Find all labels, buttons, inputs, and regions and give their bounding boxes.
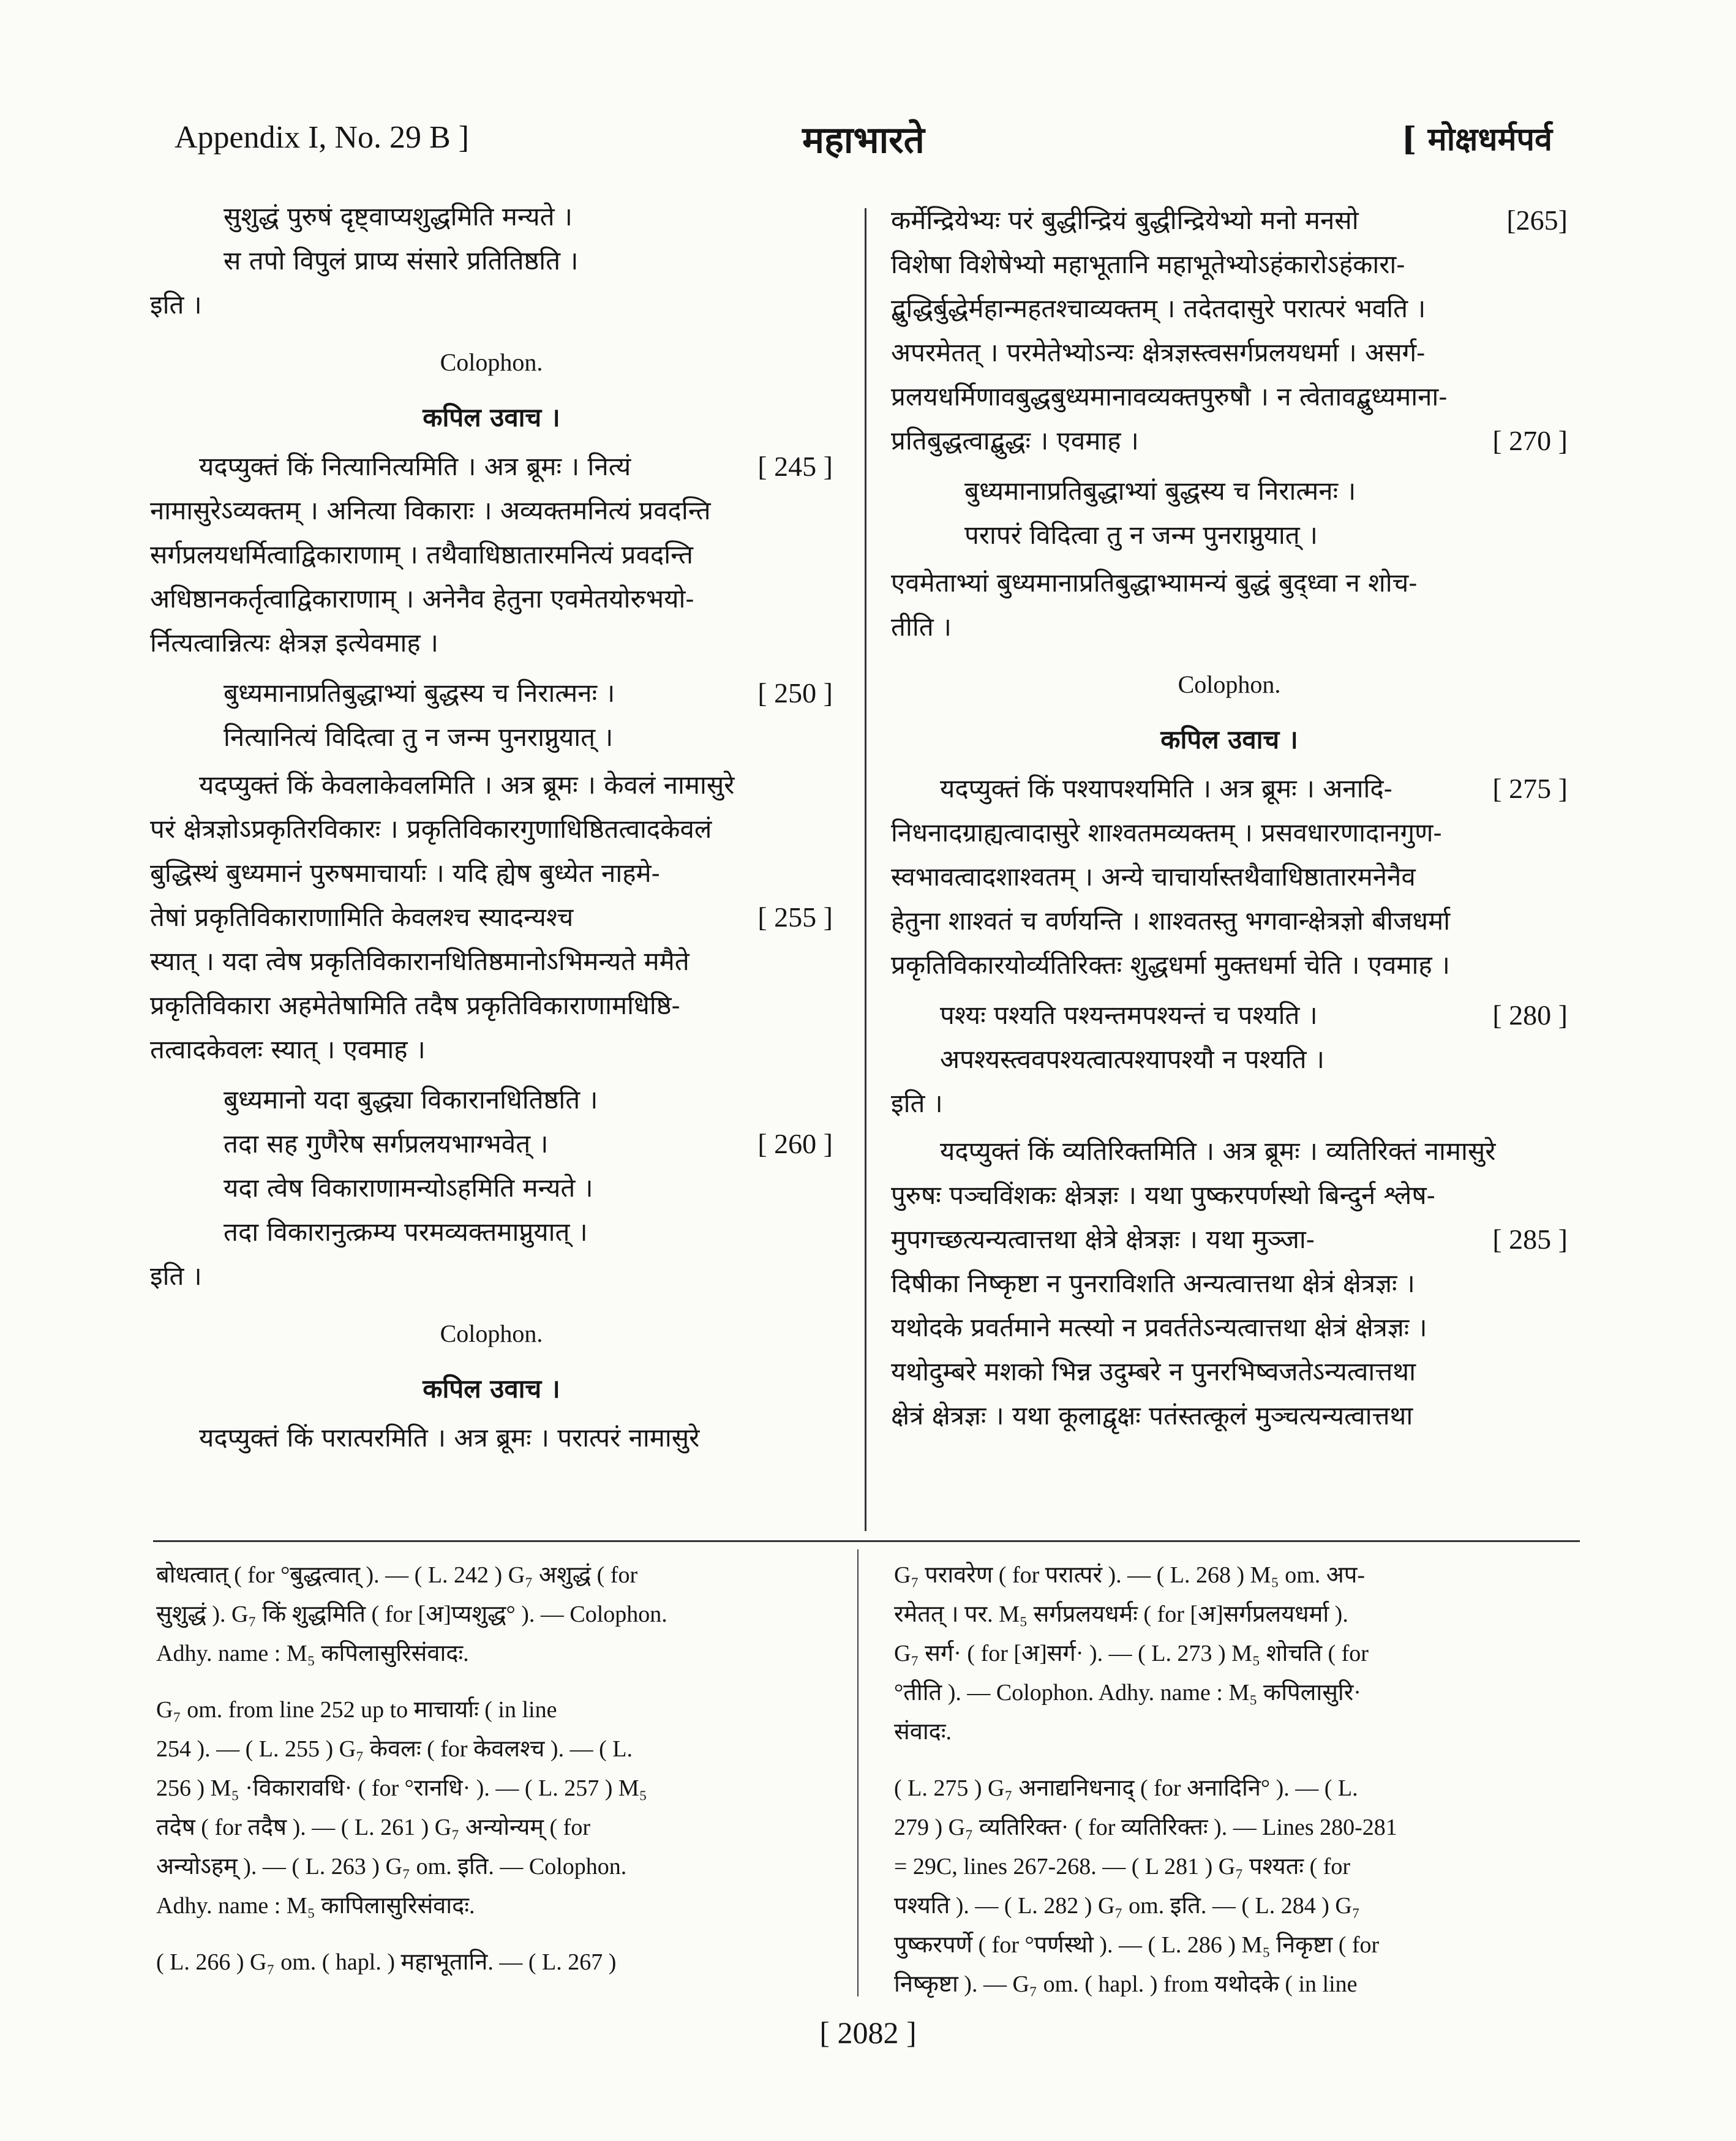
speaker-heading: कपिल उवाच ।: [423, 402, 560, 432]
section-title: [ मोक्षधर्मपर्व: [1401, 121, 1552, 158]
prose-line: तत्वादकेवलः स्यात् । एवमाह ।: [150, 1034, 426, 1064]
prose-line: प्रलयधर्मिणावबुद्धबुध्यमानावव्यक्तपुरुषौ । न त्वेतावद्बुध्यमाना-: [891, 382, 1448, 412]
footnotes-left: [156, 1556, 830, 1999]
verse-text: पश्यः पश्यति पश्यन्तमपश्यन्तं च पश्यति ।: [940, 1000, 1318, 1030]
footnote-line: G₇ om. from line 252 up to माचार्याः ( in line: [156, 1697, 557, 1723]
footnote-divider: [153, 1540, 1580, 1542]
verse-line: परापरं विदित्वा तु न जन्म पुनराप्नुयात् ।: [964, 520, 1318, 550]
verse-line: अपश्यस्त्ववपश्यत्वात्पश्यापश्यौ न पश्यति ।: [940, 1044, 1325, 1074]
prose-line: द्बुद्धिर्बुद्धेर्महान्महतश्चाव्यक्तम् । तदेतदासुरे परात्परं भवति ।: [891, 293, 1426, 323]
prose-line: निधनादग्राह्यत्वादासुरे शाश्वतमव्यक्तम् । प्रसवधारणादानगुण-: [891, 818, 1442, 848]
footnote-line: रमेतत् । पर. M₅ सर्गप्रलयधर्मः ( for [अ]सर्गप्रलयधर्मा ).: [894, 1601, 1348, 1627]
running-title: महाभारते: [802, 119, 925, 162]
footnote-line: पुष्करपर्णे ( for °पर्णस्थो ). — ( L. 286 ) M₅ निकृष्टा ( for: [894, 1932, 1380, 1958]
footnote-line: = 29C, lines 267-268. — ( L 281 ) G₇ पश्यतः ( for: [894, 1854, 1351, 1879]
prose-text: कर्मेन्द्रियेभ्यः परं बुद्धीन्द्रियं बुद्धीन्द्रियेभ्यो मनो मनसो: [891, 205, 1359, 235]
verse-line: [150, 671, 833, 715]
prose-line: तीति ।: [891, 612, 952, 642]
line-number: [ 280 ]: [1492, 999, 1568, 1031]
prose-line: नामासुरेऽव्यक्तम् । अनित्या विकाराः । अव्यक्तमनित्यं प्रवदन्ति: [150, 495, 711, 525]
colophon-heading: Colophon.: [440, 348, 543, 376]
verse-line: बुध्यमानो यदा बुद्ध्या विकारानधितिष्ठति ।: [224, 1085, 598, 1115]
prose-text: प्रतिबुद्धत्वाद्बुद्धः । एवमाह ।: [891, 426, 1139, 456]
line-number: [265]: [1506, 205, 1568, 236]
speaker-heading: कपिल उवाच ।: [1160, 724, 1298, 754]
prose-line: प्रकृतिविकारा अहमेतेषामिति तदैष प्रकृतिविकाराणामधिष्ठि-: [150, 990, 680, 1020]
verse-line: नित्यानित्यं विदित्वा तु न जन्म पुनराप्नुयात् ।: [224, 722, 614, 752]
line-number: [ 255 ]: [757, 901, 833, 933]
footnote-line: अन्योऽहम् ). — ( L. 263 ) G₇ om. इति. — Colophon.: [156, 1854, 627, 1879]
footnote-paragraph: [156, 1943, 830, 1982]
prose-text: मुपगच्छत्यन्यत्वात्तथा क्षेत्रे क्षेत्रज्ञः । यथा मुञ्जा-: [891, 1224, 1315, 1254]
colophon-heading: Colophon.: [1178, 671, 1281, 698]
prose-line: स्यात् । यदा त्वेष प्रकृतिविकारानधितिष्ठमानोऽभिमन्यते ममैते: [150, 946, 690, 976]
prose-line: सर्गप्रलयधर्मित्वाद्विकाराणाम् । तथैवाधिष्ठातारमनित्यं प्रवदन्ति: [150, 540, 693, 570]
prose-line: यदप्युक्तं किं केवलाकेवलमिति । अत्र ब्रूमः । केवलं नामासुरे: [199, 770, 735, 800]
prose-line: [891, 1217, 1568, 1262]
prose-line: [891, 767, 1568, 811]
right-column: [891, 195, 1568, 1444]
footnotes-right: [894, 1556, 1561, 2021]
prose-line: यथोदके प्रवर्तमाने मत्स्यो न प्रवर्ततेऽन्यत्वात्तथा क्षेत्रं क्षेत्रज्ञः ।: [891, 1312, 1427, 1342]
prose-paragraph: [150, 763, 833, 1072]
footnote-line: निष्कृष्टा ). — G₇ om. ( hapl. ) from यथोदके ( in line: [894, 1971, 1358, 1997]
footnote-line: ( L. 266 ) G₇ om. ( hapl. ) महाभूतानि. — ( L. 267 ): [156, 1949, 617, 1975]
line-number: [ 275 ]: [1492, 773, 1568, 804]
prose-line: हेतुना शाश्वतं च वर्णयन्ति । शाश्वतस्तु भगवान्क्षेत्रज्ञो बीजधर्मा: [891, 906, 1451, 936]
page-header: [175, 113, 1552, 168]
footnote-paragraph: [894, 1556, 1561, 1752]
verse-text: तदा सह गुणैरेष सर्गप्रलयभाग्भवेत् ।: [224, 1129, 549, 1159]
line-number: [ 285 ]: [1492, 1224, 1568, 1255]
prose-line: यथोदुम्बरे मशको भिन्न उदुम्बरे न पुनरभिष्वजतेऽन्यत्वात्तथा: [891, 1356, 1416, 1387]
footnote-line: G₇ परावरेण ( for परात्परं ). — ( L. 268 ) M₅ om. अप-: [894, 1562, 1366, 1588]
verse-line: यदा त्वेष विकाराणामन्योऽहमिति मन्यते ।: [224, 1173, 593, 1203]
prose-line: [891, 198, 1568, 243]
footnote-line: 279 ) G₇ व्यतिरिक्त· ( for व्यतिरिक्तः ). — Lines 280-281: [894, 1815, 1397, 1840]
prose-line: [891, 419, 1568, 463]
verse-line: [150, 1122, 833, 1166]
prose-line: यदप्युक्तं किं परात्परमिति । अत्र ब्रूमः । परात्परं नामासुरे: [199, 1423, 700, 1453]
prose-line: विशेषा विशेषेभ्यो महाभूतानि महाभूतेभ्योऽहंकारोऽहंकारा-: [891, 249, 1405, 279]
prose-text: तेषां प्रकृतिविकाराणामिति केवलश्च स्यादन्यश्च: [150, 902, 574, 932]
prose-line: पुरुषः पञ्चविंशकः क्षेत्रज्ञः । यथा पुष्करपर्णस्थो बिन्दुर्न श्लेष-: [891, 1180, 1435, 1210]
prose-line: अधिष्ठानकर्तृत्वाद्विकाराणाम् । अनेनैव हेतुना एवमेतयोरुभयो-: [150, 584, 694, 614]
line-number: [ 245 ]: [757, 451, 833, 482]
prose-line: [150, 445, 833, 489]
prose-line: यदप्युक्तं किं व्यतिरिक्तमिति । अत्र ब्रूमः । व्यतिरिक्तं नामासुरे: [940, 1136, 1496, 1166]
prose-text: यदप्युक्तं किं पश्यापश्यमिति । अत्र ब्रूमः । अनादि-: [940, 773, 1392, 803]
appendix-reference: Appendix I, No. 29 B ]: [175, 120, 469, 155]
footnote-line: पश्यति ). — ( L. 282 ) G₇ om. इति. — ( L. 284 ) G₇: [894, 1893, 1361, 1919]
colophon-heading: Colophon.: [440, 1320, 543, 1347]
iti-marker: इति ।: [150, 1261, 202, 1291]
footnote-paragraph: [156, 1690, 830, 1925]
prose-paragraph: [150, 445, 833, 665]
verse-line: स तपो विपुलं प्राप्य संसारे प्रतितिष्ठति ।: [224, 246, 579, 276]
prose-line: परं क्षेत्रज्ञोऽप्रकृतिरविकारः । प्रकृतिविकारगुणाधिष्ठितत्वादकेवलं: [150, 814, 712, 844]
prose-paragraph: [891, 1129, 1568, 1438]
verse-line: सुशुद्धं पुरुषं दृष्ट्वाप्यशुद्धमिति मन्यते ।: [224, 201, 573, 231]
footnote-line: Adhy. name : M₅ कापिलासुरिसंवादः.: [156, 1893, 475, 1919]
prose-paragraph: [891, 198, 1568, 463]
prose-text: यदप्युक्तं किं नित्यानित्यमिति । अत्र ब्रूमः । नित्यं: [199, 451, 631, 481]
verse-line: [891, 993, 1568, 1037]
footnote-line: सुशुद्धं ). G₇ किं शुद्धमिति ( for [अ]प्यशुद्ध° ). — Colophon.: [156, 1601, 667, 1627]
footnote-line: तदेष ( for तदैष ). — ( L. 261 ) G₇ अन्योन्यम् ( for: [156, 1815, 590, 1840]
verse-line: तदा विकारानुत्क्रम्य परमव्यक्तमाप्नुयात् ।: [224, 1217, 588, 1247]
footnote-line: Adhy. name : M₅ कपिलासुरिसंवादः.: [156, 1641, 469, 1666]
verse-text: बुध्यमानाप्रतिबुद्धाभ्यां बुद्धस्य च निरात्मनः ।: [224, 678, 615, 708]
footnote-column-divider: [857, 1549, 859, 1996]
footnote-paragraph: [894, 1769, 1561, 2004]
prose-line: एवमेताभ्यां बुध्यमानाप्रतिबुद्धाभ्यामन्यं बुद्धं बुद्ध्वा न शोच-: [891, 568, 1418, 598]
iti-marker: इति ।: [891, 1088, 943, 1118]
prose-line: [150, 895, 833, 939]
speaker-heading: कपिल उवाच ।: [423, 1374, 560, 1404]
prose-line: स्वभावत्वादशाश्वतम् । अन्ये चाचार्यास्तथैवाधिष्ठातारमनेनैव: [891, 862, 1416, 892]
column-divider: [865, 208, 866, 1531]
footnote-line: 254 ). — ( L. 255 ) G₇ केवलः ( for केवलश्च ). — ( L.: [156, 1736, 633, 1762]
footnote-line: G₇ सर्ग· ( for [अ]सर्ग· ). — ( L. 273 ) M₅ शोचति ( for: [894, 1641, 1369, 1666]
footnote-line: बोधत्वात् ( for °बुद्धत्वात् ). — ( L. 242 ) G₇ अशुद्धं ( for: [156, 1562, 638, 1588]
prose-line: र्नित्यत्वान्नित्यः क्षेत्रज्ञ इत्येवमाह ।: [150, 628, 438, 658]
line-number: [ 260 ]: [757, 1128, 833, 1159]
verse-line: बुध्यमानाप्रतिबुद्धाभ्यां बुद्धस्य च निरात्मनः ।: [964, 476, 1356, 506]
prose-line: प्रकृतिविकारयोर्व्यतिरिक्तः शुद्धधर्मा मुक्तधर्मा चेति । एवमाह ।: [891, 950, 1450, 980]
prose-paragraph: [150, 1416, 833, 1460]
footnote-paragraph: [156, 1556, 830, 1673]
footnote-line: 256 ) M₅ ·विकारावधि· ( for °रानधि· ). — ( L. 257 ) M₅: [156, 1775, 647, 1801]
prose-line: क्षेत्रं क्षेत्रज्ञः । यथा कूलाद्वृक्षः पतंस्तत्कूलं मुञ्चत्यन्यत्वात्तथा: [891, 1401, 1413, 1431]
line-number: [ 250 ]: [757, 677, 833, 709]
footnote-line: संवादः.: [894, 1719, 952, 1745]
prose-line: बुद्धिस्थं बुध्यमानं पुरुषमाचार्याः । यदि ह्येष बुध्येत नाहमे-: [150, 858, 660, 888]
prose-paragraph: [891, 561, 1568, 649]
page-number: [ 2082 ]: [819, 2015, 917, 2050]
prose-line: दिषीका निष्कृष्टा न पुनराविशति अन्यत्वात्तथा क्षेत्रं क्षेत्रज्ञः ।: [891, 1268, 1415, 1298]
footnote-line: ( L. 275 ) G₇ अनाद्यनिधनाद् ( for अनादिनि° ). — ( L.: [894, 1775, 1358, 1801]
prose-line: अपरमेतत् । परमेतेभ्योऽन्यः क्षेत्रज्ञस्त्वसर्गप्रलयधर्मा । असर्ग-: [891, 337, 1426, 367]
prose-paragraph: [891, 767, 1568, 987]
line-number: [ 270 ]: [1492, 425, 1568, 456]
left-column: [150, 195, 833, 1466]
footnote-line: °तीति ). — Colophon. Adhy. name : M₅ कपिलासुरि·: [894, 1680, 1361, 1706]
iti-marker: इति ।: [150, 290, 202, 320]
